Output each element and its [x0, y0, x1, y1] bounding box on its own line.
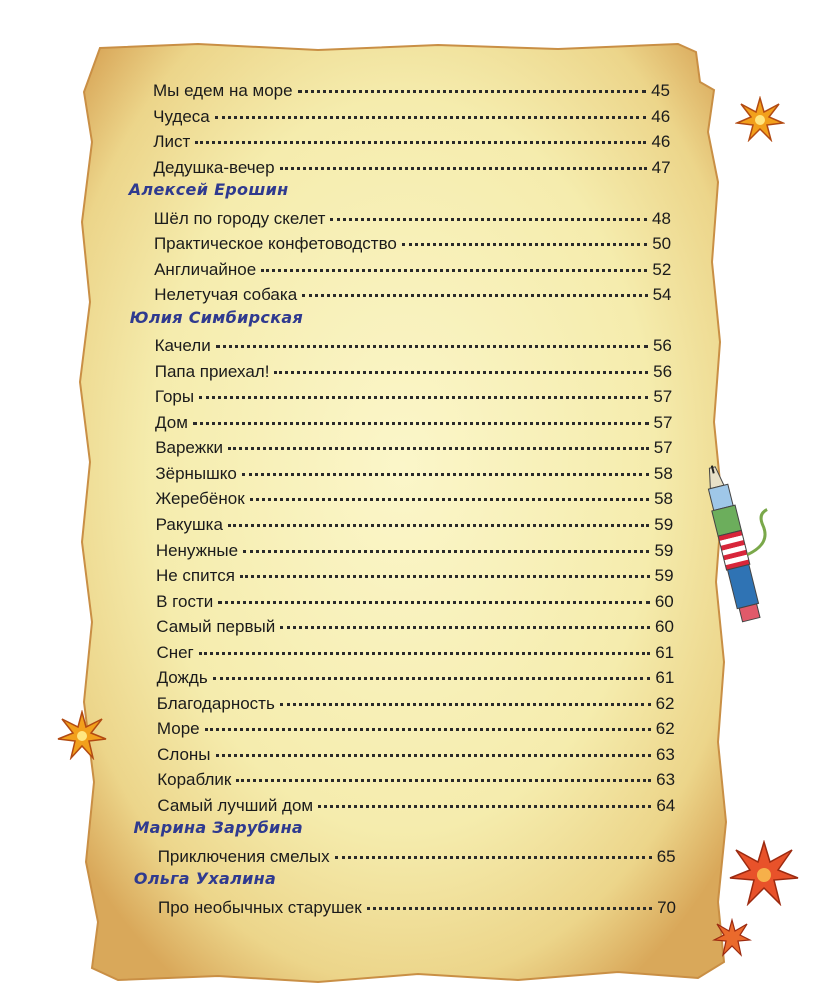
- toc-entry: [153, 127, 670, 151]
- entry-title: Папа приехал!: [154, 361, 270, 381]
- dot-leader: [280, 686, 651, 706]
- dot-leader: [330, 201, 647, 221]
- page-number: 56: [652, 336, 672, 356]
- entry-title: Горы: [154, 387, 195, 407]
- entry-title: Мы едем на море: [153, 81, 293, 100]
- toc-entry: [158, 842, 676, 866]
- page-number: 59: [654, 540, 674, 560]
- entry-title: Дедушка-вечер: [153, 157, 275, 177]
- entry-title: Про необычных старушек: [158, 897, 362, 917]
- toc-entry: [155, 382, 672, 406]
- page-number: 62: [655, 693, 675, 713]
- dot-leader: [243, 533, 649, 553]
- page-number: 52: [652, 259, 672, 279]
- dot-leader: [242, 456, 649, 476]
- entry-title: Варежки: [155, 438, 224, 458]
- page-number: 63: [655, 744, 675, 764]
- toc-entry: [156, 510, 674, 534]
- toc-entry: [155, 408, 672, 432]
- entry-title: Кораблик: [157, 770, 232, 790]
- page-number: 48: [652, 208, 671, 228]
- entry-title: Благодарность: [156, 693, 275, 713]
- toc-entry: [155, 357, 672, 381]
- entry-title: Шёл по городу скелет: [153, 208, 326, 228]
- dot-leader: [193, 405, 649, 425]
- toc-entry: [154, 229, 671, 253]
- dot-leader: [367, 890, 652, 910]
- toc-entry: [155, 459, 672, 483]
- dot-leader: [274, 354, 648, 374]
- page-number: 58: [654, 489, 673, 509]
- entry-title: Ракушка: [155, 515, 223, 534]
- toc-entry: [155, 331, 672, 355]
- toc-entry: [156, 587, 674, 611]
- toc-entry: [156, 536, 674, 560]
- page-number: 70: [657, 897, 676, 917]
- dot-leader: [218, 584, 650, 604]
- toc-entry: [156, 484, 674, 508]
- entry-title: Ненужные: [155, 540, 239, 560]
- page-number: 57: [653, 438, 673, 458]
- dot-leader: [261, 252, 647, 272]
- toc-entry: [154, 280, 671, 304]
- page-number: 56: [653, 361, 673, 381]
- toc-entry: [154, 255, 671, 279]
- page-number: 63: [656, 770, 676, 790]
- dot-leader: [199, 635, 650, 655]
- dot-leader: [213, 660, 651, 680]
- dot-leader: [335, 839, 652, 859]
- dot-leader: [216, 328, 648, 348]
- page-number: 58: [653, 463, 673, 483]
- entry-title: Дождь: [156, 668, 208, 688]
- entry-title: Не спится: [155, 566, 235, 586]
- page-number: 61: [655, 642, 675, 662]
- author-heading: Юлия Симбирская: [129, 307, 304, 327]
- page-number: 61: [655, 668, 675, 688]
- dot-leader: [228, 430, 649, 450]
- page-number: 46: [651, 132, 671, 152]
- author-heading: Алексей Ерошин: [128, 180, 289, 200]
- entry-title: Самый лучший дом: [157, 795, 314, 815]
- page-number: 59: [654, 515, 674, 534]
- entry-title: Качели: [154, 336, 211, 356]
- page-number: 47: [651, 157, 671, 177]
- page-number: 57: [653, 387, 673, 407]
- toc-entry: [157, 765, 675, 789]
- dot-leader: [205, 711, 651, 731]
- dot-leader: [240, 558, 650, 578]
- page-number: 57: [653, 412, 673, 432]
- toc-entry: [153, 102, 670, 126]
- page-number: 64: [656, 795, 676, 815]
- author-heading: Марина Зарубина: [133, 818, 304, 838]
- entry-title: Нелетучая собака: [154, 285, 298, 305]
- entry-title: Чудеса: [153, 106, 210, 126]
- toc-entry: [158, 893, 676, 917]
- entry-title: Зёрнышко: [155, 463, 237, 483]
- page-number: 54: [652, 285, 672, 305]
- dot-leader: [199, 379, 648, 399]
- toc-entry: [156, 612, 674, 636]
- page-number: 65: [656, 846, 676, 866]
- toc-entry: [153, 76, 670, 100]
- page-number: 62: [655, 719, 675, 739]
- page-number: 60: [655, 617, 674, 637]
- author-heading: Ольга Ухалина: [133, 869, 277, 889]
- dot-leader: [280, 609, 650, 629]
- toc-entry: [156, 561, 674, 585]
- dot-leader: [216, 737, 651, 757]
- page-number: 59: [654, 566, 674, 586]
- toc-entry: [153, 153, 670, 177]
- entry-title: Дом: [155, 412, 188, 432]
- dot-leader: [195, 124, 646, 144]
- dot-leader: [402, 226, 647, 246]
- dot-leader: [302, 277, 647, 297]
- toc-entry: [157, 714, 675, 738]
- entry-title: Море: [156, 719, 200, 739]
- dot-leader: [280, 150, 647, 170]
- dot-leader: [215, 99, 647, 119]
- toc-entry: [154, 204, 671, 228]
- page-number: 50: [652, 234, 672, 254]
- entry-title: Слоны: [157, 744, 211, 764]
- toc-entry: [155, 433, 672, 457]
- toc-entry: [157, 740, 675, 764]
- dot-leader: [298, 73, 646, 93]
- entry-title: В гости: [156, 591, 214, 611]
- page-number: 46: [651, 106, 671, 126]
- dot-leader: [228, 507, 649, 527]
- dot-leader: [318, 788, 651, 808]
- entry-title: Самый первый: [156, 617, 276, 637]
- entry-title: Приключения смелых: [157, 846, 330, 866]
- entry-title: Лист: [153, 132, 191, 152]
- toc-entry: [157, 689, 675, 713]
- entry-title: Жеребёнок: [155, 489, 245, 509]
- entry-title: Практическое конфетоводство: [153, 234, 397, 254]
- page-number: 45: [651, 81, 670, 100]
- dot-leader: [236, 762, 651, 782]
- entry-title: Снег: [156, 642, 194, 662]
- page-number: 60: [654, 591, 674, 611]
- toc-entry: [157, 791, 675, 815]
- entry-title: Англичайное: [154, 259, 257, 279]
- dot-leader: [250, 481, 649, 501]
- toc-entry: [157, 663, 675, 687]
- toc-entry: [156, 638, 674, 662]
